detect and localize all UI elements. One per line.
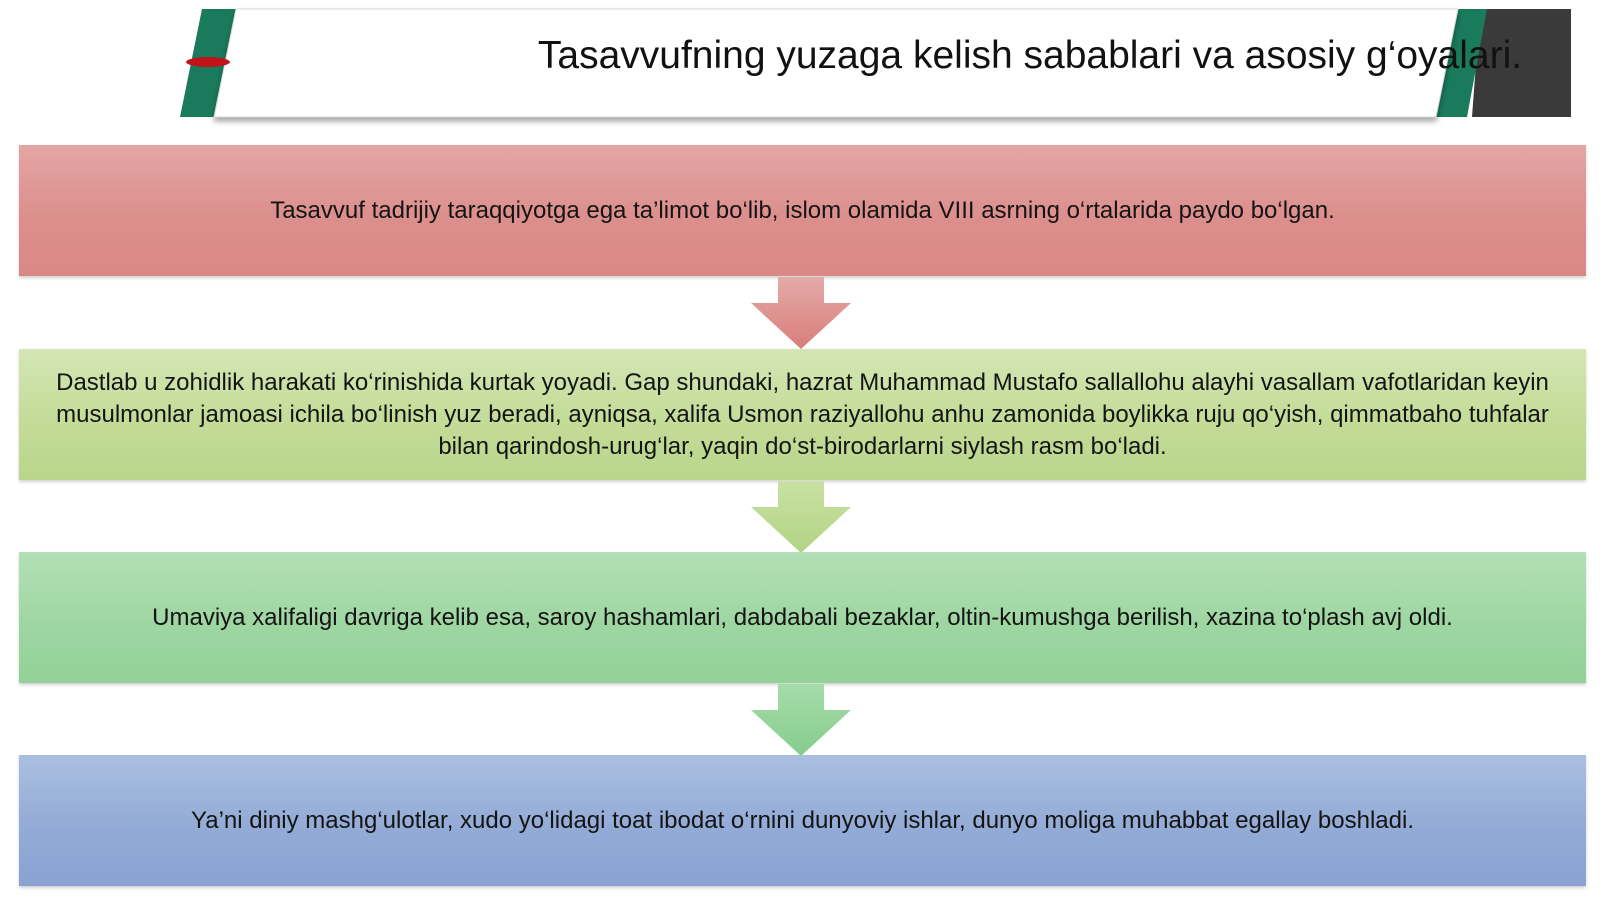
flow-step-3-text: Umaviya xalifaligi davriga kelib esa, saroy hashamlari, dabdabali bezaklar, oltin-kumushga berilish, xazina to‘plash avj oldi. — [152, 603, 1453, 631]
red-accent-marker — [186, 57, 230, 67]
down-arrow-icon — [751, 277, 851, 349]
flow-step-1 — [19, 145, 1586, 276]
flow-step-3 — [19, 552, 1586, 683]
title-banner — [180, 6, 1572, 122]
flow-step-2 — [19, 349, 1586, 480]
down-arrow-icon — [751, 684, 851, 756]
flow-step-2-text: Dastlab u zohidlik harakati ko‘rinishida kurtak yoyadi. Gap shundaki, hazrat Muhammad Mustafo sallallohu alayhi vasallam vafotlaridan keyin musulmonlar jamoasi ichila bo‘linish yuz beradi, ayniqsa, xalifa Usmon raziyallohu anhu zamonida boylikka ruju qo‘yish, qimmatbaho tuhfalar bilan qarindosh-urug‘lar, yaqin do‘st-birodarlarni siylash rasm bo‘ladi. — [56, 368, 1549, 460]
flow-step-4-text: Ya’ni diniy mashg‘ulotlar, xudo yo‘lidagi toat ibodat o‘rnini dunyoviy ishlar, dunyo moliga muhabbat egallay boshladi. — [191, 806, 1414, 834]
down-arrow-icon — [751, 481, 851, 553]
flow-step-4 — [19, 755, 1586, 886]
page-title: Tasavvufning yuzaga kelish sabablari va asosiy g‘oyalari. — [537, 34, 1523, 77]
flow-step-1-text: Tasavvuf tadrijiy taraqqiyotga ega ta’limot bo‘lib, islom olamida VIII asrning o‘rtalarida paydo bo‘lgan. — [270, 196, 1335, 224]
